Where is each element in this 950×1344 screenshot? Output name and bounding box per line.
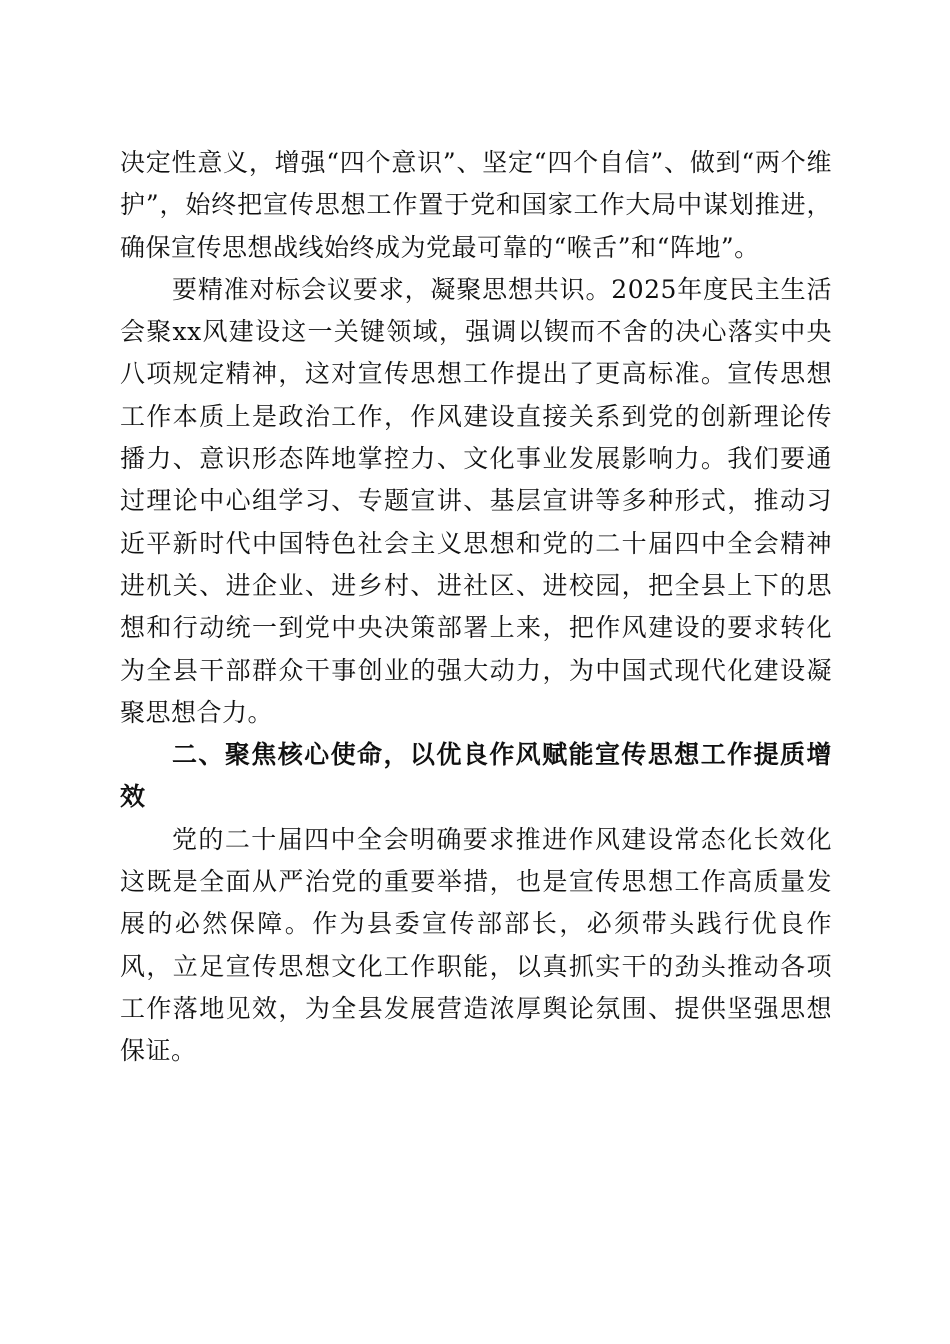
document-page	[120, 142, 832, 1073]
section-heading-2: 二、聚焦核心使命，以优良作风赋能宣传思想工作提质增效	[120, 740, 832, 812]
paragraph-continuation: 决定性意义，增强“四个意识”、坚定“四个自信”、做到“两个维护”，始终把宣传思想工作置于党和国家工作大局中谋划推进，确保宣传思想战线始终成为党最可靠的“喉舌”和“阵地”。	[120, 148, 832, 262]
paragraph-work-style: 党的二十届四中全会明确要求推进作风建设常态化长效化这既是全面从严治党的重要举措，也是宣传思想工作高质量发展的必然保障。作为县委宣传部部长，必须带头践行优良作风，立足宣传思想文化工作职能，以真抓实干的劲头推动各项工作落地见效，为全县发展营造浓厚舆论氛围、提供坚强思想保证。	[120, 824, 832, 1066]
paragraph-meeting-requirements: 要精准对标会议要求，凝聚思想共识。2025年度民主生活会聚xx风建设这一关键领域，强调以锲而不舍的决心落实中央八项规定精神，这对宣传思想工作提出了更高标准。宣传思想工作本质上是政治工作，作风建设直接关系到党的创新理论传播力、意识形态阵地掌控力、文化事业发展影响力。我们要通过理论中心组学习、专题宣讲、基层宣讲等多种形式，推动习近平新时代中国特色社会主义思想和党的二十届四中全会精神进机关、进企业、进乡村、进社区、进校园，把全县上下的思想和行动统一到党中央决策部署上来，把作风建设的要求转化为全县干部群众干事创业的强大动力，为中国式现代化建设凝聚思想合力。	[120, 274, 832, 727]
